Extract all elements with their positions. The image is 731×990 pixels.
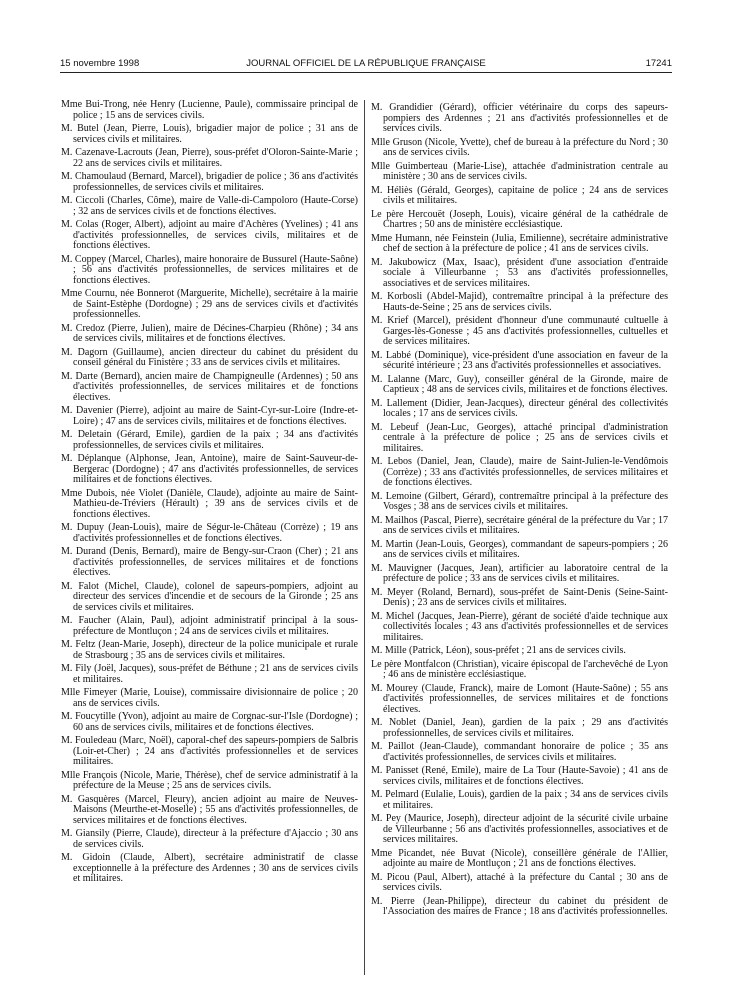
list-item: M. Feltz (Jean-Marie, Joseph), directeur de la police municipale et rurale de Strasbourg ; 35 ans de services civils et militaires. xyxy=(61,639,358,661)
list-item: Mme Picandet, née Buvat (Nicole), conseillère générale de l'Allier, adjointe au maire de Montluçon ; 21 ans de fonctions électives. xyxy=(371,847,668,869)
list-item: M. Giansily (Pierre, Claude), directeur à la préfecture d'Ajaccio ; 30 ans de services civils. xyxy=(61,828,358,850)
list-item: M. Mauvigner (Jacques, Jean), artificier au laboratoire central de la préfecture de police ; 33 ans de services civils et militaires. xyxy=(371,562,668,584)
journal-title: JOURNAL OFFICIEL DE LA RÉPUBLIQUE FRANÇAISE xyxy=(246,58,486,69)
publication-date: 15 novembre 1998 xyxy=(60,58,140,69)
list-item: M. Foucytille (Yvon), adjoint au maire de Corgnac-sur-l'Isle (Dordogne) ; 60 ans de services civils, militaires et de fonctions électives. xyxy=(61,711,358,733)
list-item: M. Deletain (Gérard, Emile), gardien de la paix ; 34 ans d'activités professionnelles, de services civils et militaires. xyxy=(61,429,358,451)
list-item: M. Butel (Jean, Pierre, Louis), brigadier major de police ; 31 ans de services civils et militaires. xyxy=(61,123,358,145)
list-item: M. Krief (Marcel), président d'honneur d'une communauté cultuelle à Garges-lès-Gonesse ; 45 ans d'activités professionnelles, cultuelles et de services militaires. xyxy=(371,315,668,347)
list-item: M. Martin (Jean-Louis, Georges), commandant de sapeurs-pompiers ; 26 ans de services civils et militaires. xyxy=(371,538,668,560)
list-item: M. Durand (Denis, Bernard), maire de Bengy-sur-Craon (Cher) ; 21 ans d'activités professionnelles, de services militaires et de fonctions électives. xyxy=(61,546,358,578)
list-item: M. Michel (Jacques, Jean-Pierre), gérant de société d'aide technique aux collectivités locales ; 43 ans d'activités professionnelles et de services militaires. xyxy=(371,610,668,643)
right-column xyxy=(371,103,668,921)
list-item: Mme Humann, née Feinstein (Julia, Emilienne), secrétaire administrative chef de section à la préfecture de police ; 41 ans de services civils. xyxy=(371,232,668,254)
list-item: M. Gidoin (Claude, Albert), secrétaire administratif de classe exceptionnelle à la préfecture des Ardennes ; 30 ans de services civils et militaires. xyxy=(61,852,358,884)
list-item: Mme Bui-Trong, née Henry (Lucienne, Paule), commissaire principal de police ; 15 ans de services civils. xyxy=(61,99,358,121)
list-item: M. Dagorn (Guillaume), ancien directeur du cabinet du président du conseil général du Finistère ; 33 ans de services civils et militaires. xyxy=(61,346,358,368)
page-header xyxy=(60,58,672,72)
list-item: Mlle Guimberteau (Marie-Lise), attachée d'administration centrale au ministère ; 30 ans de services civils. xyxy=(371,160,668,182)
list-item: M. Chamoulaud (Bernard, Marcel), brigadier de police ; 36 ans d'activités professionnelles, de services civils et militaires. xyxy=(61,171,358,193)
list-item: Le père Hercouët (Joseph, Louis), vicaire général de la cathédrale de Chartres ; 50 ans de ministère ecclésiastique. xyxy=(371,208,668,230)
list-item: M. Labbé (Dominique), vice-président d'une association en faveur de la sécurité intérieure ; 23 ans d'activités professionnelles et associatives. xyxy=(371,349,668,371)
list-item: M. Pey (Maurice, Joseph), directeur adjoint de la sécurité civile urbaine de Villeurbanne ; 56 ans d'activités professionnelles, associatives et de services militaires. xyxy=(371,813,668,845)
list-item: M. Coppey (Marcel, Charles), maire honoraire de Bussurel (Haute-Saône) ; 56 ans d'activités professionnelles, de services militaires et de fonctions électives. xyxy=(61,253,358,286)
list-item: M. Pelmard (Eulalie, Louis), gardien de la paix ; 34 ans de services civils et militaires. xyxy=(371,789,668,811)
list-item: M. Gasquères (Marcel, Fleury), ancien adjoint au maire de Neuves-Maisons (Meurthe-et-Moselle) ; 55 ans d'activités professionnelles, de services militaires et de fonctions électives. xyxy=(61,793,358,826)
list-item: M. Davenier (Pierre), adjoint au maire de Saint-Cyr-sur-Loire (Indre-et-Loire) ; 47 ans de services civils, militaires et de fonctions électives. xyxy=(61,405,358,427)
list-item: M. Grandidier (Gérard), officier vétérinaire du corps des sapeurs-pompiers des Ardennes ; 21 ans d'activités professionnelles et de services civils. xyxy=(371,102,668,134)
list-item: M. Colas (Roger, Albert), adjoint au maire d'Achères (Yvelines) ; 41 ans d'activités professionnelles, de services civils, militaires et de fonctions électives. xyxy=(61,219,358,251)
list-item: M. Mille (Patrick, Léon), sous-préfet ; 21 ans de services civils. xyxy=(371,645,626,656)
list-item: M. Noblet (Daniel, Jean), gardien de la paix ; 29 ans d'activités professionnelles, de services civils et militaires. xyxy=(371,717,668,739)
column-divider xyxy=(364,100,365,975)
list-item: M. Héliès (Gérald, Georges), capitaine de police ; 24 ans de services civils et militaires. xyxy=(371,184,668,206)
list-item: M. Déplanque (Alphonse, Jean, Antoine), maire de Saint-Sauveur-de-Bergerac (Dordogne) ; 47 ans d'activités professionnelles, de services militaires et de fonctions électives. xyxy=(61,453,358,485)
list-item: Mme Cournu, née Bonnerot (Marguerite, Michelle), secrétaire à la mairie de Saint-Estèphe (Dordogne) ; 29 ans de services civils et d'activités professionnelles. xyxy=(61,288,358,320)
list-item: M. Dupuy (Jean-Louis), maire de Ségur-le-Château (Corrèze) ; 19 ans d'activités professionnelles et de fonctions électives. xyxy=(61,522,358,544)
list-item: M. Credoz (Pierre, Julien), maire de Décines-Charpieu (Rhône) ; 34 ans de services civils, militaires et de fonctions électives. xyxy=(61,322,358,344)
list-item: M. Lalanne (Marc, Guy), conseiller général de la Gironde, maire de Captieux ; 48 ans de services civils, militaires et de fonctions électives. xyxy=(371,373,668,395)
list-item: M. Faucher (Alain, Paul), adjoint administratif principal à la sous-préfecture de Montluçon ; 24 ans de services civils et militaires. xyxy=(61,615,358,637)
page-number: 17241 xyxy=(645,58,672,69)
list-item: Mlle Gruson (Nicole, Yvette), chef de bureau à la préfecture du Nord ; 30 ans de services civils. xyxy=(371,136,668,158)
list-item: M. Lebos (Daniel, Jean, Claude), maire de Saint-Julien-le-Vendômois (Corrèze) ; 33 ans d'activités professionnelles, de services militaires et de fonctions électives. xyxy=(371,456,668,488)
list-item: Mlle François (Nicole, Marie, Thérèse), chef de service administratif à la préfecture de la Meuse ; 25 ans de services civils. xyxy=(61,769,358,791)
list-item: M. Picou (Paul, Albert), attaché à la préfecture du Cantal ; 30 ans de services civils. xyxy=(371,871,668,893)
list-item: M. Lebeuf (Jean-Luc, Georges), attaché principal d'administration centrale à la préfecture de police ; 25 ans de services civils et militaires. xyxy=(371,421,668,454)
list-item: M. Fouledeau (Marc, Noël), caporal-chef des sapeurs-pompiers de Salbris (Loir-et-Cher) ; 24 ans d'activités professionnelles et de services militaires. xyxy=(61,735,358,767)
list-item: M. Ciccoli (Charles, Côme), maire de Valle-di-Campoloro (Haute-Corse) ; 32 ans de services civils et de fonctions électives. xyxy=(61,195,358,217)
list-item: Mme Dubois, née Violet (Danièle, Claude), adjointe au maire de Saint-Mathieu-de-Tréviers (Hérault) ; 39 ans de services civils et de fonctions électives. xyxy=(61,487,358,520)
list-item: M. Lallement (Didier, Jean-Jacques), directeur général des collectivités locales ; 17 ans de services civils. xyxy=(371,397,668,419)
list-item: M. Jakubowicz (Max, Isaac), président d'une association d'entraide sociale à Villeurbanne ; 53 ans d'activités professionnelles, associatives et de services militaires. xyxy=(371,256,668,289)
list-item: M. Mailhos (Pascal, Pierre), secrétaire général de la préfecture du Var ; 17 ans de services civils et militaires. xyxy=(371,514,668,536)
list-item: M. Fily (Joël, Jacques), sous-préfet de Béthune ; 21 ans de services civils et militaires. xyxy=(61,663,358,685)
list-item: M. Korbosli (Abdel-Majid), contremaître principal à la préfecture des Hauts-de-Seine ; 25 ans de services civils. xyxy=(371,291,668,313)
header-rule xyxy=(60,72,672,73)
list-item: M. Falot (Michel, Claude), colonel de sapeurs-pompiers, adjoint au directeur des services d'incendie et de secours de la Gironde ; 25 ans de services civils et militaires. xyxy=(61,580,358,613)
list-item: M. Cazenave-Lacrouts (Jean, Pierre), sous-préfet d'Oloron-Sainte-Marie ; 22 ans de services civils et militaires. xyxy=(61,147,358,169)
list-item: M. Darte (Bernard), ancien maire de Champigneulle (Ardennes) ; 50 ans d'activités professionnelles, de services militaires et de fonctions électives. xyxy=(61,370,358,403)
list-item: M. Mourey (Claude, Franck), maire de Lomont (Haute-Saône) ; 55 ans d'activités professionnelles, de services militaires et de fonctions électives. xyxy=(371,682,668,715)
list-item: M. Panisset (René, Emile), maire de La Tour (Haute-Savoie) ; 41 ans de services civils, militaires et de fonctions électives. xyxy=(371,765,668,787)
list-item: M. Meyer (Roland, Bernard), sous-préfet de Saint-Denis (Seine-Saint-Denis) ; 23 ans de services civils et militaires. xyxy=(371,586,668,608)
left-column xyxy=(61,100,358,888)
list-item: M. Paillot (Jean-Claude), commandant honoraire de police ; 35 ans d'activités professionnelles, de services civils et militaires. xyxy=(371,741,668,763)
list-item: Mlle Fimeyer (Marie, Louise), commissaire divisionnaire de police ; 20 ans de services civils. xyxy=(61,687,358,709)
list-item: Le père Montfalcon (Christian), vicaire épiscopal de l'archevêché de Lyon ; 46 ans de ministère ecclésiastique. xyxy=(371,658,668,680)
list-item: M. Lemoine (Gilbert, Gérard), contremaître principal à la préfecture des Vosges ; 38 ans de services civils et militaires. xyxy=(371,490,668,512)
list-item: M. Pierre (Jean-Philippe), directeur du cabinet du président de l'Association des maires de France ; 18 ans d'activités professionnelles. xyxy=(371,895,668,917)
